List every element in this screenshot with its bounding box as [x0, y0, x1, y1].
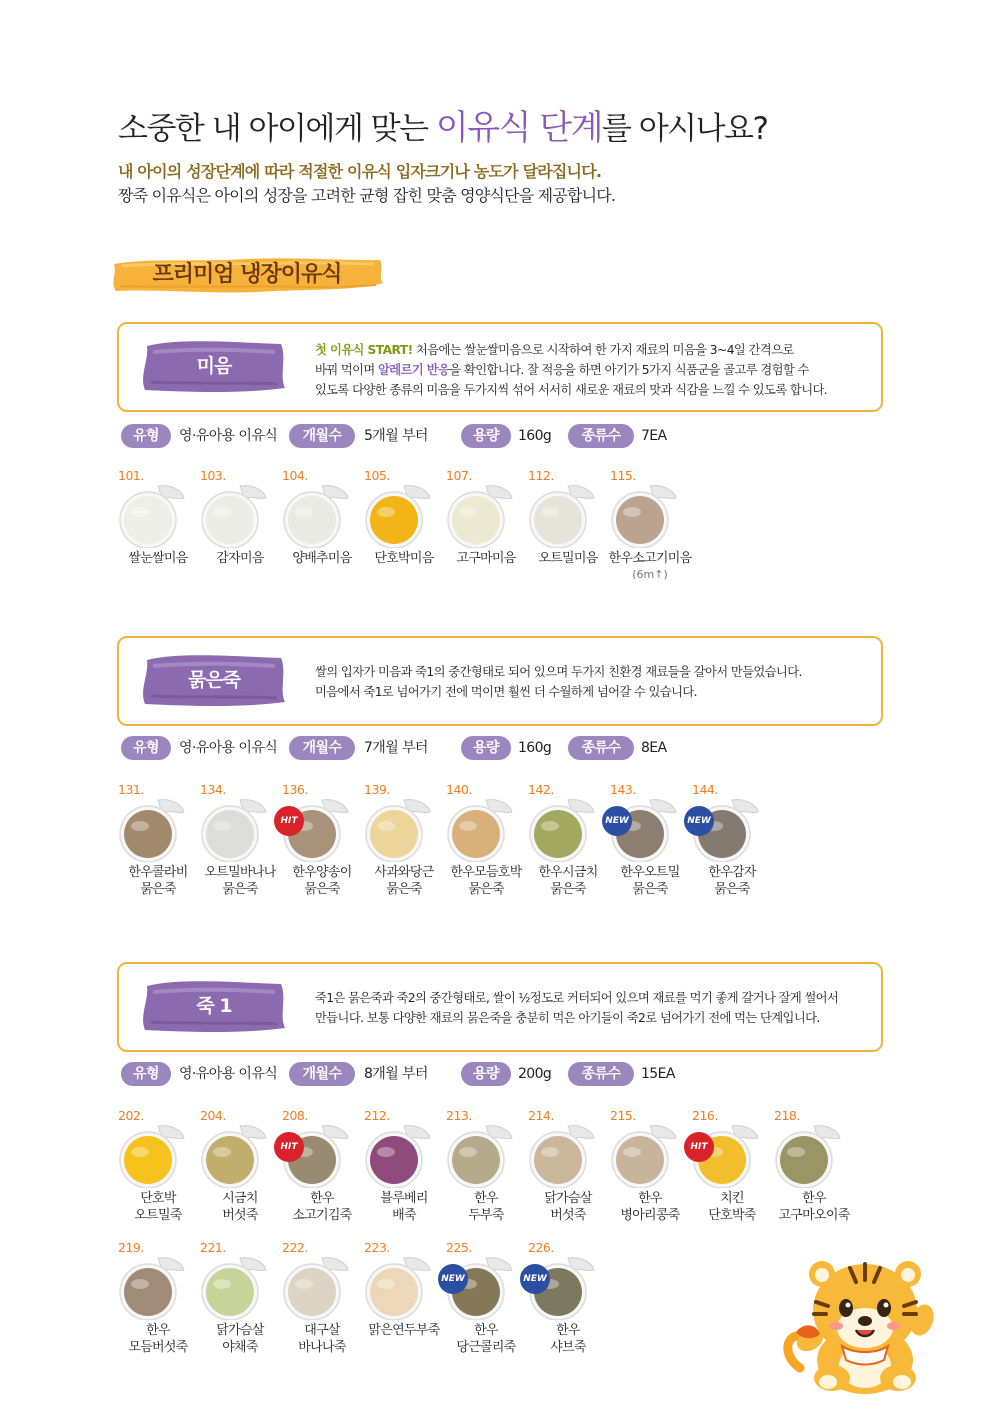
new-badge: NEW: [438, 1264, 468, 1294]
product-name: 한우 당근콜리죽: [456, 1323, 516, 1355]
porridge-bowl-icon: [610, 1122, 680, 1188]
tag-count: 종류수: [568, 424, 634, 448]
stage-box: [117, 322, 883, 412]
value-month: 8개월 부터: [364, 1066, 428, 1082]
porridge-bowl-icon: [446, 796, 516, 862]
porridge-bowl-icon: [118, 482, 188, 548]
desc-lead: 첫 이유식 START!: [315, 343, 413, 357]
product-name: 사과와당근 묽은죽: [374, 865, 434, 897]
tag-volume: 용량: [461, 736, 511, 760]
new-badge: NEW: [684, 806, 714, 836]
product-number: 212.: [364, 1108, 390, 1123]
value-volume: 200g: [518, 1066, 552, 1082]
product-number: 134.: [200, 782, 226, 797]
porridge-bowl-icon: [364, 482, 434, 548]
stage-description: [315, 340, 827, 400]
tiger-mascot-icon: [780, 1248, 950, 1398]
product-name: 닭가슴살 야채죽: [216, 1323, 264, 1355]
product-name: 한우콜라비 묽은죽: [128, 865, 188, 897]
stage-label: [139, 650, 289, 710]
tag-type: 유형: [121, 424, 171, 448]
product-name: 감자미음: [216, 551, 264, 566]
product-number: 213.: [446, 1108, 472, 1123]
product-name: 한우 샤브죽: [550, 1323, 586, 1355]
section-thin-porridge: [0, 636, 1000, 936]
product-name: 한우 병아리콩죽: [620, 1191, 680, 1223]
porridge-bowl-icon: [282, 1254, 352, 1320]
product-number: 142.: [528, 782, 554, 797]
product-number: 104.: [282, 468, 308, 483]
desc-line: 쌀의 입자가 미음과 죽1의 중간형태로 되어 있으며 두가지 친환경 재료들을 갈아서 만들었습니다.: [315, 665, 802, 679]
product-name: 한우양송이 묽은죽: [292, 865, 352, 897]
product-name: 대구살 바나나죽: [298, 1323, 346, 1355]
premium-banner: [108, 256, 386, 294]
new-badge: NEW: [520, 1264, 550, 1294]
product-number: 131.: [118, 782, 144, 797]
product-name: 한우모듬호박 묽은죽: [450, 865, 522, 897]
product-name: 양배추미음: [292, 551, 352, 566]
product-name: 오트밀미음: [538, 551, 598, 566]
product-name: 한우소고기미음: [608, 551, 692, 566]
value-month: 5개월 부터: [364, 428, 428, 444]
product-number: 226.: [528, 1240, 554, 1255]
product-number: 139.: [364, 782, 390, 797]
porridge-bowl-icon: [774, 1122, 844, 1188]
hit-badge: HIT: [274, 806, 304, 836]
porridge-bowl-icon: [118, 796, 188, 862]
desc-line: 만듭니다. 보통 다양한 재료의 묽은죽을 충분히 먹은 아기들이 죽2로 넘어가기 전에 먹는 단계입니다.: [315, 1011, 820, 1025]
product-name: 단호박미음: [374, 551, 434, 566]
subtitle-2: 짱죽 이유식은 아이의 성장을 고려한 균형 잡힌 맞춤 영양식단을 제공합니다.: [118, 186, 616, 205]
hit-badge: HIT: [684, 1132, 714, 1162]
product-number: 101.: [118, 468, 144, 483]
product-name: 치킨 단호박죽: [708, 1191, 756, 1223]
tag-volume: 용량: [461, 424, 511, 448]
product-number: 136.: [282, 782, 308, 797]
product-name: 한우 소고기김죽: [292, 1191, 352, 1223]
porridge-bowl-icon: [200, 1254, 270, 1320]
porridge-bowl-icon: [446, 482, 516, 548]
product-number: 144.: [692, 782, 718, 797]
stage-label: [139, 336, 289, 396]
stage-name: 죽 1: [196, 995, 232, 1017]
product-number: 218.: [774, 1108, 800, 1123]
product-name: 한우시금치 묽은죽: [538, 865, 598, 897]
product-name: 맑은연두부죽: [368, 1323, 440, 1338]
product-number: 143.: [610, 782, 636, 797]
product-name: 한우 두부죽: [468, 1191, 504, 1223]
title-text-end: 를 아시나요?: [601, 111, 768, 147]
product-note: (6m↑): [632, 568, 668, 581]
product-number: 214.: [528, 1108, 554, 1123]
stage-box: [117, 636, 883, 726]
tag-count: 종류수: [568, 1062, 634, 1086]
product-number: 204.: [200, 1108, 226, 1123]
porridge-bowl-icon: [528, 1122, 598, 1188]
porridge-bowl-icon: [200, 482, 270, 548]
stage-name: 미음: [196, 355, 232, 377]
product-name: 쌀눈쌀미음: [128, 551, 188, 566]
product-number: 219.: [118, 1240, 144, 1255]
porridge-bowl-icon: [364, 796, 434, 862]
subtitle-1: 내 아이의 성장단계에 따라 적절한 이유식 입자크기나 농도가 달라집니다.: [118, 162, 602, 181]
title-text: 소중한 내 아이에게 맞는: [118, 111, 436, 147]
product-number: 103.: [200, 468, 226, 483]
porridge-bowl-icon: [528, 796, 598, 862]
desc-line: 죽1은 묽은죽과 죽2의 중간형태로, 쌀이 ½정도로 커터되어 있으며 재료를 먹기 좋게 갈거나 잘게 썰어서: [315, 991, 839, 1005]
product-number: 223.: [364, 1240, 390, 1255]
product-number: 221.: [200, 1240, 226, 1255]
title-highlight: 이유식 단계: [435, 108, 602, 148]
section-mieum: [0, 322, 1000, 622]
porridge-bowl-icon: [200, 796, 270, 862]
tag-type: 유형: [121, 736, 171, 760]
desc-line: 처음에는 쌀눈쌀미음으로 시작하여 한 가지 재료의 미음을 3~4일 간격으로: [412, 343, 794, 357]
product-number: 202.: [118, 1108, 144, 1123]
porridge-bowl-icon: [610, 482, 680, 548]
value-type: 영·유아용 이유식: [179, 428, 278, 444]
porridge-bowl-icon: [118, 1122, 188, 1188]
value-count: 8EA: [641, 740, 667, 756]
desc-line: 을 확인합니다. 잘 적응을 하면 아기가 5가지 식품군을 골고루 경험할 수: [449, 363, 809, 377]
hit-badge: HIT: [274, 1132, 304, 1162]
value-volume: 160g: [518, 428, 552, 444]
tag-count: 종류수: [568, 736, 634, 760]
product-name: 단호박 오트밀죽: [134, 1191, 182, 1223]
value-volume: 160g: [518, 740, 552, 756]
product-name: 한우 모듬버섯죽: [128, 1323, 188, 1355]
desc-line: 있도록 다양한 종류의 미음을 두가지씩 섞어 서서히 새로운 재료의 맛과 식감을 느낄 수 있도록 합니다.: [315, 383, 828, 397]
tag-month: 개월수: [289, 424, 355, 448]
product-number: 112.: [528, 468, 554, 483]
desc-line: 미음에서 죽1로 넘어가기 전에 먹이면 훨씬 더 수월하게 넘어갈 수 있습니다.: [315, 685, 697, 699]
porridge-bowl-icon: [200, 1122, 270, 1188]
tag-type: 유형: [121, 1062, 171, 1086]
tag-month: 개월수: [289, 736, 355, 760]
product-number: 215.: [610, 1108, 636, 1123]
stage-description: [315, 988, 838, 1028]
product-name: 시금치 버섯죽: [222, 1191, 258, 1223]
porridge-bowl-icon: [364, 1254, 434, 1320]
stage-label: [139, 976, 289, 1036]
tag-volume: 용량: [461, 1062, 511, 1086]
desc-highlight: 알레르기 반응: [378, 363, 450, 377]
product-name: 한우감자 묽은죽: [708, 865, 756, 897]
value-count: 7EA: [641, 428, 667, 444]
porridge-bowl-icon: [364, 1122, 434, 1188]
product-name: 한우 고구마오이죽: [778, 1191, 850, 1223]
value-type: 영·유아용 이유식: [179, 1066, 278, 1082]
product-number: 216.: [692, 1108, 718, 1123]
product-number: 222.: [282, 1240, 308, 1255]
tag-month: 개월수: [289, 1062, 355, 1086]
stage-name: 묽은죽: [187, 669, 241, 691]
stage-box: [117, 962, 883, 1052]
product-number: 115.: [610, 468, 636, 483]
porridge-bowl-icon: [118, 1254, 188, 1320]
porridge-bowl-icon: [446, 1122, 516, 1188]
product-number: 140.: [446, 782, 472, 797]
desc-line: 바꿔 먹이며: [315, 363, 379, 377]
product-name: 블루베리 배죽: [380, 1191, 428, 1223]
value-month: 7개월 부터: [364, 740, 428, 756]
product-name: 오트밀바나나 묽은죽: [204, 865, 276, 897]
product-number: 107.: [446, 468, 472, 483]
page-title: [118, 100, 767, 149]
product-name: 한우오트밀 묽은죽: [620, 865, 680, 897]
product-name: 닭가슴살 버섯죽: [544, 1191, 592, 1223]
stage-description: [315, 662, 802, 702]
porridge-bowl-icon: [282, 482, 352, 548]
product-number: 208.: [282, 1108, 308, 1123]
porridge-bowl-icon: [528, 482, 598, 548]
product-number: 105.: [364, 468, 390, 483]
value-type: 영·유아용 이유식: [179, 740, 278, 756]
new-badge: NEW: [602, 806, 632, 836]
banner-title: 프리미엄 냉장이유식: [152, 262, 342, 287]
value-count: 15EA: [641, 1066, 675, 1082]
product-number: 225.: [446, 1240, 472, 1255]
product-name: 고구마미음: [456, 551, 516, 566]
